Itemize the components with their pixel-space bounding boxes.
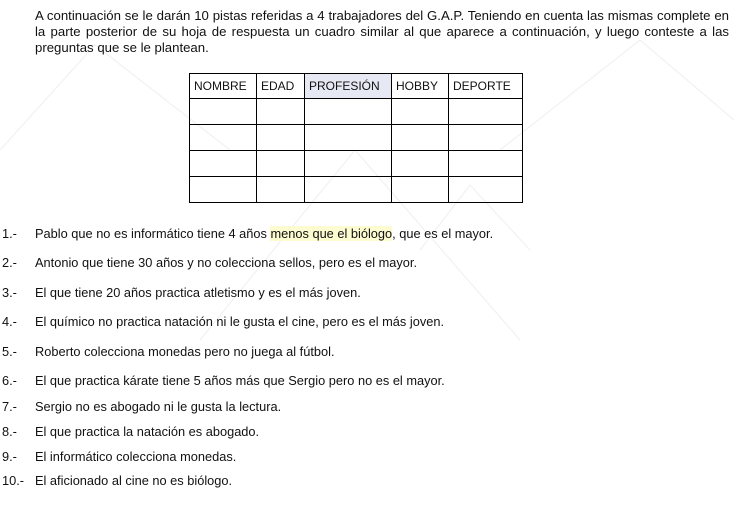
table-cell [190,99,257,125]
clue-number: 6.- [2,373,17,388]
table-cell [449,177,523,203]
clue-number: 2.- [2,255,17,270]
clue-text: Sergio no es abogado ni le gusta la lectura. [35,399,282,414]
clue-number: 9.- [2,449,17,464]
clue-text-part: , que es el mayor. [392,226,494,241]
clue-text: Antonio que tiene 30 años y no colecciona sellos, pero es el mayor. [35,255,418,270]
table-row [190,99,523,125]
table-cell [392,177,449,203]
clue-text [35,225,493,243]
answer-grid-table [189,73,523,203]
table-cell [257,177,305,203]
table-cell [305,177,392,203]
header-hobby: HOBBY [392,74,449,99]
clue-number: 4.- [2,314,17,329]
clue-text: El químico no practica natación ni le gusta el cine, pero es el más joven. [35,314,445,329]
table-cell [392,151,449,177]
table-cell [190,151,257,177]
clue-number: 10.- [2,473,25,488]
table-cell [392,99,449,125]
highlighted-text: menos que el biólogo [270,226,393,241]
table-row [190,125,523,151]
table-cell [257,125,305,151]
clue-text: El que practica kárate tiene 5 años más que Sergio pero no es el mayor. [35,373,445,388]
table-cell [392,125,449,151]
table-cell [305,125,392,151]
clue-number: 1.- [2,226,17,241]
header-nombre: NOMBRE [190,74,257,99]
clue-text-part: Pablo que no es informático tiene 4 años [35,226,271,241]
table-cell [305,99,392,125]
table-cell [257,151,305,177]
header-edad: EDAD [257,74,305,99]
clue-number: 8.- [2,424,17,439]
clue-number: 5.- [2,344,17,359]
clue-text: El informático colecciona monedas. [35,449,237,464]
table-row [190,177,523,203]
table-row [190,151,523,177]
clue-number: 3.- [2,285,17,300]
clue-text: El que practica la natación es abogado. [35,424,260,439]
table-cell [449,125,523,151]
table-cell [305,151,392,177]
header-deporte: DEPORTE [449,74,523,99]
table-header-row [190,74,523,99]
instructions-paragraph: A continuación se le darán 10 pistas referidas a 4 trabajadores del G.A.P. Teniendo en cuenta las mismas complete en la parte posterior de su hoja de respuesta un cuadro similar al que aparece a continuación, y luego conteste a las preguntas que se le plantean. [35,8,729,55]
table-cell [449,151,523,177]
table-cell [190,125,257,151]
header-profesion: PROFESIÓN [305,74,392,99]
clue-text: El que tiene 20 años practica atletismo y es el más joven. [35,285,361,300]
clue-text: El aficionado al cine no es biólogo. [35,473,233,488]
clue-text: Roberto colecciona monedas pero no juega al fútbol. [35,344,335,359]
clue-number: 7.- [2,399,17,414]
table-cell [257,99,305,125]
table-cell [190,177,257,203]
table-cell [449,99,523,125]
